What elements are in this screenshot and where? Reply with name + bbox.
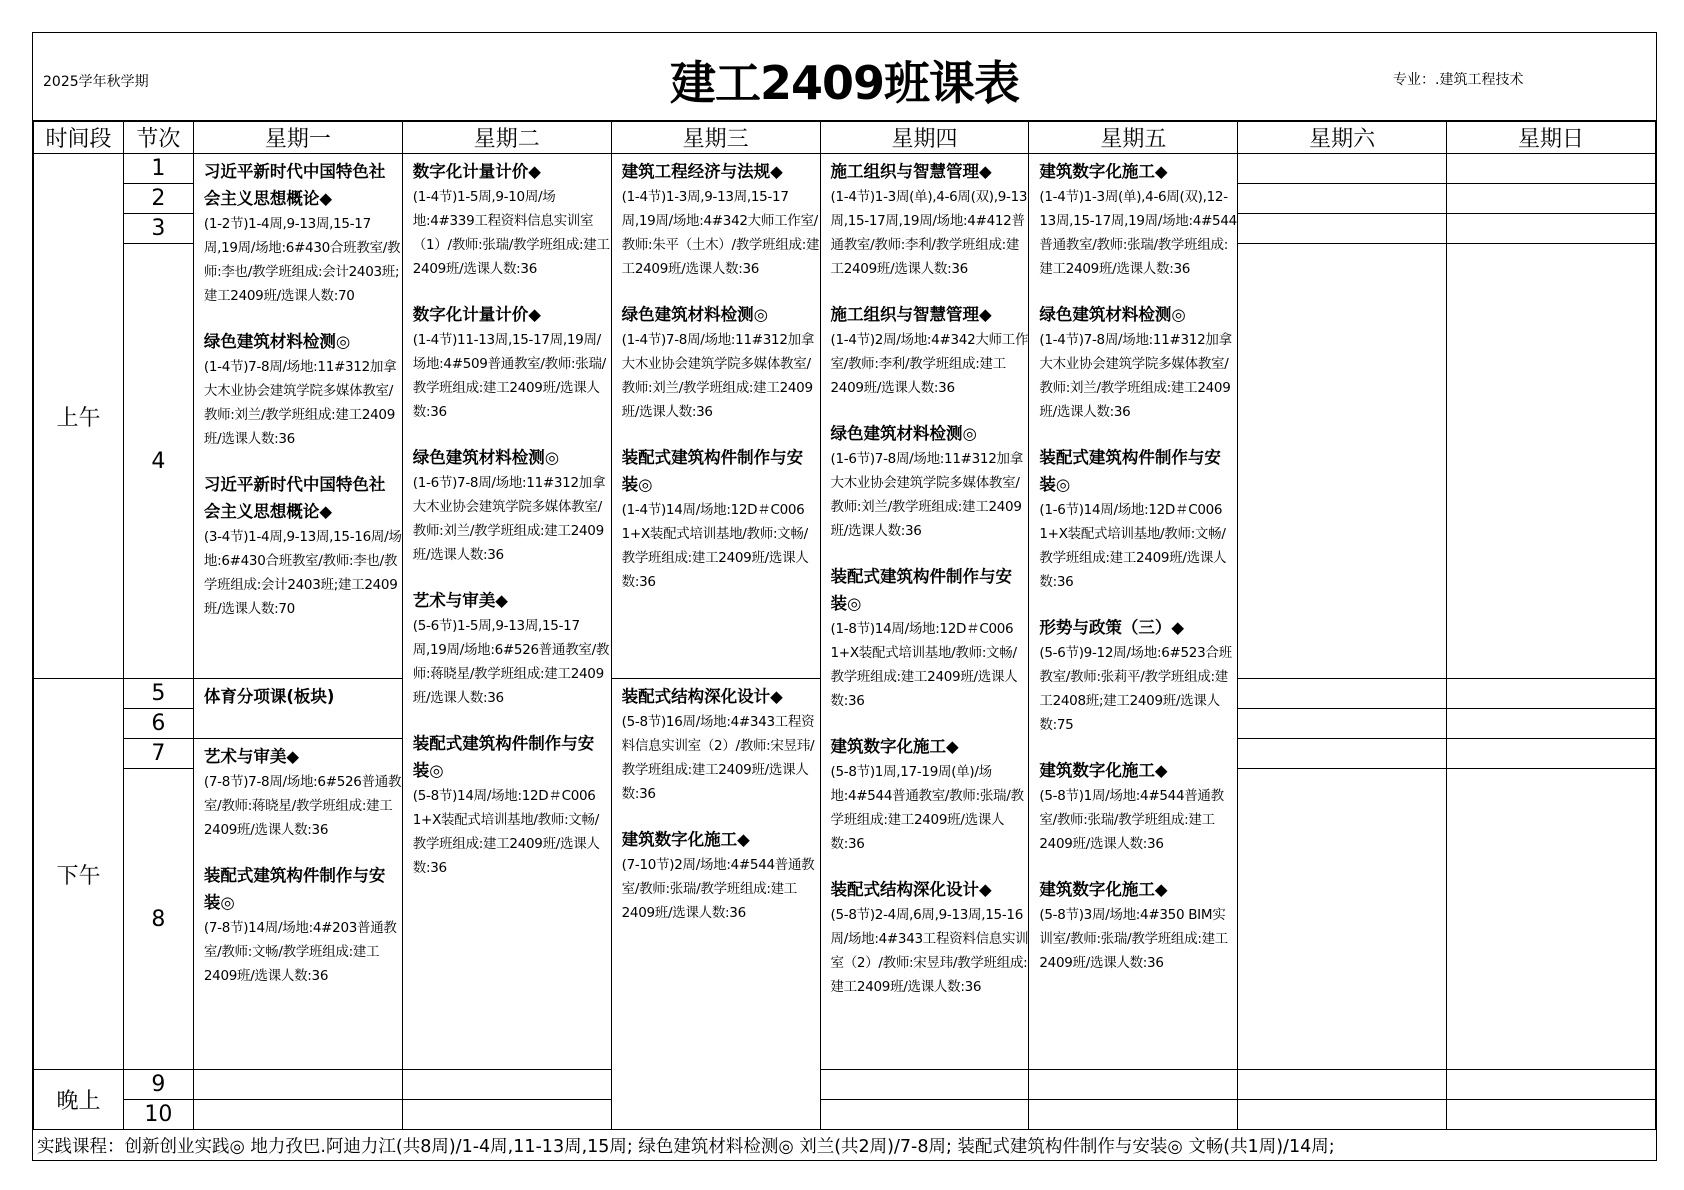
segment-afternoon: 下午	[34, 679, 124, 1070]
course-title: 绿色建筑材料检测◎	[412, 448, 560, 467]
col-header-sat: 星期六	[1238, 122, 1447, 154]
period-10: 10	[123, 1100, 193, 1130]
course-title: 建筑数字化施工◆	[621, 830, 750, 849]
course-detail: (5-8节)1周,17-19周(单)/场地:4#544普通教室/教师:张瑞/教学班组成:建工2409班/选课人数:36	[830, 764, 1024, 852]
timetable	[32, 32, 1657, 1161]
course-entry	[1039, 301, 1237, 424]
course-title: 装配式建筑构件制作与安装◎	[412, 734, 595, 780]
cell-sat-1	[1238, 154, 1447, 184]
course-entry	[413, 158, 611, 281]
course-detail: (5-8节)16周/场地:4#343工程资料信息实训室（2）/教师:宋昱玮/教学班组成:建工2409班/选课人数:36	[621, 714, 815, 802]
period-5: 5	[123, 679, 193, 709]
course-title: 数字化计量计价◆	[412, 162, 541, 181]
period-9: 9	[123, 1070, 193, 1100]
course-detail: (5-6节)1-5周,9-13周,15-17周,19周/场地:6#526普通教室/教师:蒋晓星/教学班组成:建工2409班/选课人数:36	[412, 618, 610, 706]
course-detail: (1-4节)7-8周/场地:11#312加拿大木业协会建筑学院多媒体教室/教师:刘兰/教学班组成:建工2409班/选课人数:36	[1039, 332, 1232, 420]
cell-tue	[402, 154, 611, 1070]
cell-mon-10	[193, 1100, 402, 1130]
course-detail: (1-4节)11-13周,15-17周,19周/场地:4#509普通教室/教师:张瑞/教学班组成:建工2409班/选课人数:36	[412, 332, 606, 420]
col-header-segment: 时间段	[34, 122, 124, 154]
cell-sat-9	[1238, 1070, 1447, 1100]
course-entry	[831, 301, 1029, 400]
col-header-tue: 星期二	[402, 122, 611, 154]
course-title: 装配式建筑构件制作与安装◎	[203, 866, 386, 912]
course-entry	[204, 683, 402, 710]
course-title: 装配式建筑构件制作与安装◎	[1039, 448, 1221, 494]
course-title: 装配式建筑构件制作与安装◎	[621, 448, 804, 494]
cell-sun-10	[1447, 1100, 1656, 1130]
course-detail: (3-4节)1-4周,9-13周,15-16周/场地:6#430合班教室/教师:李也/教学班组成:会计2403班;建工2409班/选课人数:70	[203, 529, 402, 617]
course-entry	[1039, 876, 1237, 975]
course-title: 绿色建筑材料检测◎	[1039, 305, 1186, 324]
period-3: 3	[123, 214, 193, 244]
cell-sun-4	[1447, 244, 1656, 679]
course-entry	[413, 301, 611, 424]
cell-fri-9	[1029, 1070, 1238, 1100]
course-detail: (5-8节)1周/场地:4#544普通教室/教师:张瑞/教学班组成:建工2409班/选课人数:36	[1039, 788, 1224, 852]
course-entry	[622, 158, 820, 281]
course-entry	[622, 826, 820, 925]
course-entry	[622, 444, 820, 594]
schedule-grid	[33, 121, 1656, 1130]
course-title: 建筑工程经济与法规◆	[621, 162, 783, 181]
segment-evening: 晚上	[34, 1070, 124, 1130]
cell-sun-9	[1447, 1070, 1656, 1100]
course-entry	[1039, 158, 1237, 281]
cell-tue-9	[402, 1070, 611, 1100]
cell-mon-p78	[193, 739, 402, 1070]
cell-wed-pm	[611, 679, 820, 1130]
cell-sun-6	[1447, 709, 1656, 739]
course-entry	[831, 563, 1029, 713]
cell-tue-10	[402, 1100, 611, 1130]
cell-sat-4	[1238, 244, 1447, 679]
col-header-mon: 星期一	[193, 122, 402, 154]
course-detail: (7-8节)14周/场地:4#203普通教室/教师:文畅/教学班组成:建工2409班/选课人数:36	[203, 920, 397, 984]
course-entry	[413, 444, 611, 567]
cell-sat-8	[1238, 769, 1447, 1070]
course-entry	[831, 876, 1029, 999]
cell-sat-5	[1238, 679, 1447, 709]
course-detail: (1-8节)14周/场地:12D＃C006 1+X装配式培训基地/教师:文畅/教学班组成:建工2409班/选课人数:36	[830, 621, 1018, 709]
cell-sun-2	[1447, 184, 1656, 214]
cell-fri-10	[1029, 1100, 1238, 1130]
course-detail: (1-4节)7-8周/场地:11#312加拿大木业协会建筑学院多媒体教室/教师:刘兰/教学班组成:建工2409班/选课人数:36	[621, 332, 815, 420]
course-title: 体育分项课(板块)	[203, 687, 335, 706]
course-entry	[204, 862, 402, 988]
course-title: 绿色建筑材料检测◎	[830, 424, 977, 443]
cell-sun-1	[1447, 154, 1656, 184]
course-detail: (5-8节)2-4周,6周,9-13周,15-16周/场地:4#343工程资料信息实训室（2）/教师:宋昱玮/教学班组成:建工2409班/选课人数:36	[830, 907, 1029, 995]
cell-thu-10	[820, 1100, 1029, 1130]
course-entry	[413, 587, 611, 710]
cell-sat-7	[1238, 739, 1447, 769]
period-2: 2	[123, 184, 193, 214]
course-entry	[204, 471, 402, 621]
period-7: 7	[123, 739, 193, 769]
col-header-period: 节次	[123, 122, 193, 154]
course-title: 绿色建筑材料检测◎	[203, 332, 351, 351]
cell-mon-p56	[193, 679, 402, 739]
course-detail: (1-6节)7-8周/场地:11#312加拿大木业协会建筑学院多媒体教室/教师:刘兰/教学班组成:建工2409班/选课人数:36	[830, 451, 1023, 539]
cell-wed-am	[611, 154, 820, 679]
course-title: 装配式结构深化设计◆	[830, 880, 992, 899]
course-entry	[204, 743, 402, 842]
course-title: 数字化计量计价◆	[412, 305, 541, 324]
course-detail: (1-4节)1-3周,9-13周,15-17周,19周/场地:4#342大师工作室/教师:朱平（土木）/教学班组成:建工2409班/选课人数:36	[621, 189, 820, 277]
period-6: 6	[123, 709, 193, 739]
cell-sun-3	[1447, 214, 1656, 244]
course-entry	[831, 733, 1029, 856]
course-entry	[622, 683, 820, 806]
col-header-fri: 星期五	[1029, 122, 1238, 154]
cell-sat-10	[1238, 1100, 1447, 1130]
course-title: 建筑数字化施工◆	[1039, 880, 1168, 899]
course-entry	[831, 420, 1029, 543]
course-title: 艺术与审美◆	[412, 591, 508, 610]
period-4: 4	[123, 244, 193, 679]
course-title: 装配式结构深化设计◆	[621, 687, 783, 706]
col-header-wed: 星期三	[611, 122, 820, 154]
course-title: 装配式建筑构件制作与安装◎	[830, 567, 1013, 613]
course-detail: (1-4节)1-3周(单),4-6周(双),9-13周,15-17周,19周/场地:4#412普通教室/教师:李利/教学班组成:建工2409班/选课人数:36	[830, 189, 1028, 277]
segment-morning: 上午	[34, 154, 124, 679]
course-detail: (7-10节)2周/场地:4#544普通教室/教师:张瑞/教学班组成:建工2409班/选课人数:36	[621, 857, 815, 921]
col-header-thu: 星期四	[820, 122, 1029, 154]
course-detail: (1-6节)14周/场地:12D＃C006 1+X装配式培训基地/教师:文畅/教学班组成:建工2409班/选课人数:36	[1039, 502, 1227, 590]
cell-thu-9	[820, 1070, 1029, 1100]
course-detail: (1-6节)7-8周/场地:11#312加拿大木业协会建筑学院多媒体教室/教师:刘兰/教学班组成:建工2409班/选课人数:36	[412, 475, 606, 563]
cell-sun-5	[1447, 679, 1656, 709]
timetable-header	[33, 33, 1656, 121]
course-title: 建筑数字化施工◆	[1039, 761, 1168, 780]
cell-mon-am	[193, 154, 402, 679]
course-title: 绿色建筑材料检测◎	[621, 305, 769, 324]
cell-sat-6	[1238, 709, 1447, 739]
course-detail: (7-8节)7-8周/场地:6#526普通教室/教师:蒋晓星/教学班组成:建工2409班/选课人数:36	[203, 774, 402, 838]
course-detail: (1-2节)1-4周,9-13周,15-17周,19周/场地:6#430合班教室/教师:李也/教学班组成:会计2403班;建工2409班/选课人数:70	[203, 216, 401, 304]
cell-thu	[820, 154, 1029, 1070]
course-detail: (5-8节)14周/场地:12D＃C006 1+X装配式培训基地/教师:文畅/教学班组成:建工2409班/选课人数:36	[412, 788, 600, 876]
course-title: 建筑数字化施工◆	[830, 737, 959, 756]
course-entry	[1039, 614, 1237, 737]
course-title: 建筑数字化施工◆	[1039, 162, 1168, 181]
course-title: 习近平新时代中国特色社会主义思想概论◆	[203, 162, 386, 208]
term-label: 2025学年秋学期	[43, 74, 149, 90]
course-title: 施工组织与智慧管理◆	[830, 162, 992, 181]
course-detail: (1-4节)1-3周(单),4-6周(双),12-13周,15-17周,19周/场地:4#544普通教室/教师:张瑞/教学班组成:建工2409班/选课人数:36	[1039, 189, 1237, 277]
course-entry	[204, 158, 402, 308]
course-detail: (1-4节)1-5周,9-10周/场地:4#339工程资料信息实训室（1）/教师:张瑞/教学班组成:建工2409班/选课人数:36	[412, 189, 610, 277]
cell-sun-8	[1447, 769, 1656, 1070]
page-title: 建工2409班课表	[669, 56, 1020, 110]
cell-sat-3	[1238, 214, 1447, 244]
course-entry	[1039, 757, 1237, 856]
course-entry	[622, 301, 820, 424]
course-entry	[1039, 444, 1237, 594]
practice-courses-footer: 实践课程：创新创业实践◎ 地力孜巴.阿迪力江(共8周)/1-4周,11-13周,15周; 绿色建筑材料检测◎ 刘兰(共2周)/7-8周; 装配式建筑构件制作与安装◎ 文畅(共1周)/14周;	[33, 1129, 1656, 1160]
course-detail: (5-6节)9-12周/场地:6#523合班教室/教师:张莉平/教学班组成:建工2408班;建工2409班/选课人数:75	[1039, 645, 1232, 733]
course-title: 艺术与审美◆	[203, 747, 300, 766]
cell-sun-7	[1447, 739, 1656, 769]
course-detail: (1-4节)7-8周/场地:11#312加拿大木业协会建筑学院多媒体教室/教师:刘兰/教学班组成:建工2409班/选课人数:36	[203, 359, 397, 447]
course-entry	[831, 158, 1029, 281]
course-detail: (1-4节)14周/场地:12D＃C006 1+X装配式培训基地/教师:文畅/教学班组成:建工2409班/选课人数:36	[621, 502, 809, 590]
cell-mon-9	[193, 1070, 402, 1100]
period-1: 1	[123, 154, 193, 184]
course-title: 习近平新时代中国特色社会主义思想概论◆	[203, 475, 386, 521]
col-header-sun: 星期日	[1447, 122, 1656, 154]
course-detail: (5-8节)3周/场地:4#350 BIM实训室/教师:张瑞/教学班组成:建工2409班/选课人数:36	[1039, 907, 1228, 971]
major-label: 专业：.建筑工程技术	[1393, 72, 1524, 88]
cell-sat-2	[1238, 184, 1447, 214]
period-8: 8	[123, 769, 193, 1070]
course-detail: (1-4节)2周/场地:4#342大师工作室/教师:李利/教学班组成:建工2409班/选课人数:36	[830, 332, 1029, 396]
course-entry	[204, 328, 402, 451]
course-title: 形势与政策（三）◆	[1039, 618, 1185, 637]
course-entry	[413, 730, 611, 880]
cell-fri	[1029, 154, 1238, 1070]
course-title: 施工组织与智慧管理◆	[830, 305, 992, 324]
